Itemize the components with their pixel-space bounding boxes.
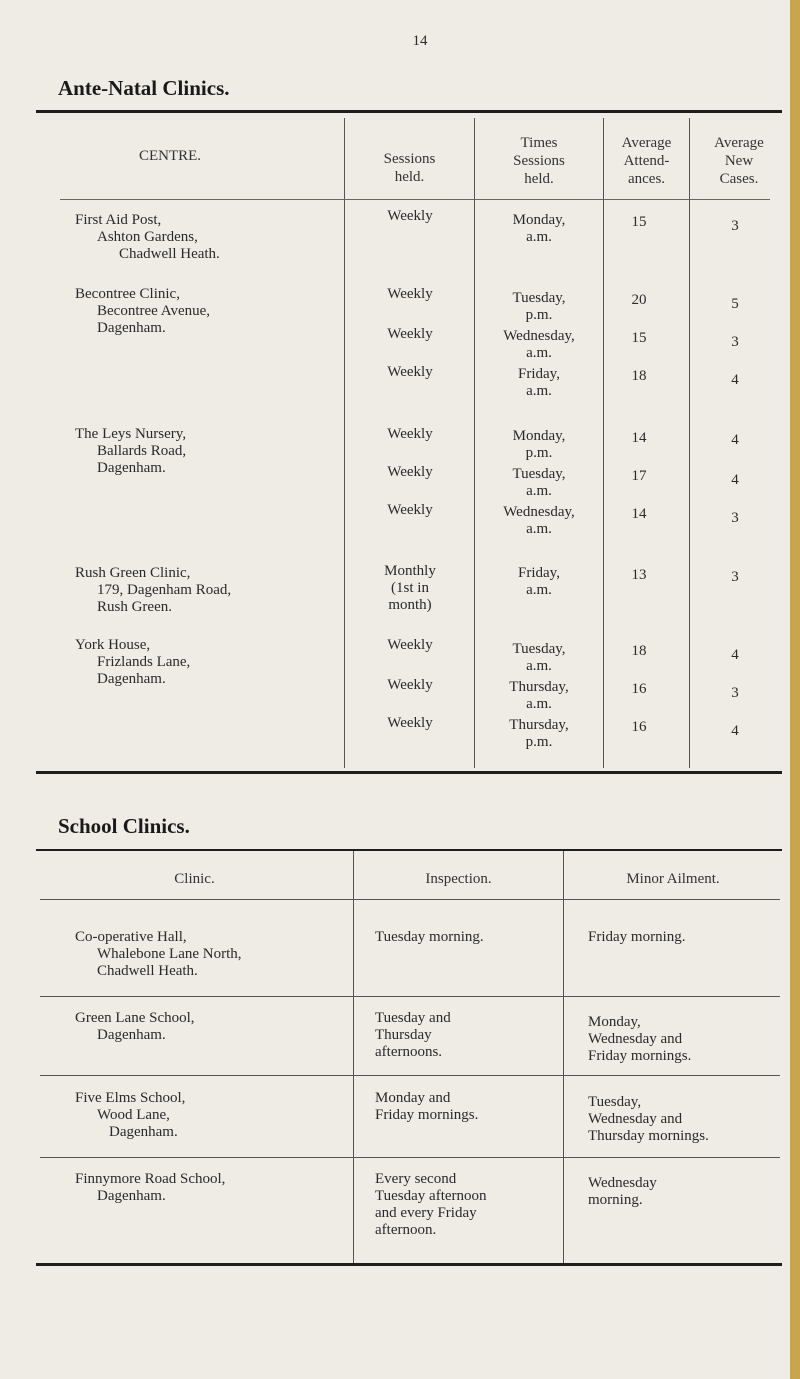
school-row-rule	[40, 996, 780, 997]
header-new-cases: Average New Cases.	[714, 135, 764, 187]
sessions-cell: Weekly	[387, 677, 433, 693]
attendances-cell: 16	[631, 681, 647, 697]
centre-name: First Aid Post, Ashton Gardens, Chadwell Heath.	[75, 212, 220, 262]
sessions-cell: Weekly	[387, 208, 433, 224]
sessions-cell: Weekly	[387, 464, 433, 480]
new-cases-cell: 3	[731, 510, 739, 526]
times-cell: Wednesday, a.m.	[503, 328, 575, 361]
attendances-cell: 18	[631, 643, 647, 659]
attendances-cell: 13	[631, 567, 647, 583]
new-cases-cell: 4	[731, 647, 739, 663]
antenatal-top-rule	[36, 110, 782, 113]
header-clinic: Clinic.	[174, 871, 215, 887]
header-inspection: Inspection.	[425, 871, 492, 887]
attendances-cell: 15	[631, 330, 647, 346]
times-cell: Monday, a.m.	[512, 212, 566, 245]
header-attendances: Average Attend- ances.	[621, 135, 672, 187]
new-cases-cell: 4	[731, 372, 739, 388]
inspection-cell: Tuesday morning.	[375, 929, 484, 945]
new-cases-cell: 3	[731, 569, 739, 585]
school-heading: School Clinics.	[58, 814, 190, 838]
school-col-divider	[353, 851, 354, 1263]
minor-ailment-cell: Friday morning.	[588, 929, 686, 945]
sessions-cell: Weekly	[387, 286, 433, 302]
attendances-cell: 20	[631, 292, 647, 308]
inspection-cell: Every second Tuesday afternoon and every Friday afternoon.	[375, 1171, 487, 1238]
antenatal-col-divider	[474, 118, 475, 768]
sessions-cell: Weekly	[387, 502, 433, 518]
attendances-cell: 16	[631, 719, 647, 735]
sessions-cell: Weekly	[387, 326, 433, 342]
new-cases-cell: 3	[731, 334, 739, 350]
times-cell: Friday, a.m.	[518, 565, 560, 598]
attendances-cell: 18	[631, 368, 647, 384]
header-sessions: Sessions held.	[383, 151, 436, 185]
school-col-divider	[563, 851, 564, 1263]
sessions-cell: Weekly	[387, 364, 433, 380]
antenatal-header-rule	[60, 199, 770, 200]
centre-name: Rush Green Clinic, 179, Dagenham Road, Rush Green.	[75, 565, 232, 615]
attendances-cell: 14	[631, 430, 647, 446]
header-centre: CENTRE.	[138, 148, 202, 164]
times-cell: Tuesday, p.m.	[512, 290, 566, 323]
times-cell: Thursday, a.m.	[509, 679, 569, 712]
new-cases-cell: 5	[731, 296, 739, 312]
new-cases-cell: 3	[731, 685, 739, 701]
inspection-cell: Tuesday and Thursday afternoons.	[375, 1010, 451, 1060]
clinic-name: Five Elms School, Wood Lane, Dagenham.	[75, 1090, 186, 1140]
new-cases-cell: 3	[731, 218, 739, 234]
sessions-cell: Weekly	[387, 715, 433, 731]
page-edge	[790, 0, 800, 1379]
times-cell: Tuesday, a.m.	[512, 466, 566, 499]
times-cell: Wednesday, a.m.	[503, 504, 575, 537]
school-row-rule	[40, 899, 780, 900]
times-cell: Tuesday, a.m.	[512, 641, 566, 674]
centre-name: York House, Frizlands Lane, Dagenham.	[75, 637, 191, 687]
antenatal-col-divider	[344, 118, 345, 768]
header-times: Times Sessions held.	[513, 135, 565, 187]
minor-ailment-cell: Tuesday, Wednesday and Thursday mornings.	[588, 1094, 709, 1144]
school-row-rule	[40, 1157, 780, 1158]
inspection-cell: Monday and Friday mornings.	[375, 1090, 479, 1123]
school-row-rule	[40, 1075, 780, 1076]
times-cell: Thursday, p.m.	[509, 717, 569, 750]
times-cell: Monday, p.m.	[512, 428, 566, 461]
new-cases-cell: 4	[731, 472, 739, 488]
centre-name: The Leys Nursery, Ballards Road, Dagenham.	[75, 426, 187, 476]
clinic-name: Finnymore Road School, Dagenham.	[75, 1171, 226, 1204]
centre-name: Becontree Clinic, Becontree Avenue, Dagenham.	[75, 286, 211, 336]
school-bottom-rule	[36, 1263, 782, 1266]
attendances-cell: 17	[631, 468, 647, 484]
minor-ailment-cell: Monday, Wednesday and Friday mornings.	[588, 1014, 692, 1064]
page-number: 14	[412, 33, 428, 49]
sessions-cell: Weekly	[387, 637, 433, 653]
antenatal-bottom-rule	[36, 771, 782, 774]
minor-ailment-cell: Wednesday morning.	[588, 1175, 657, 1208]
header-minor-ailment: Minor Ailment.	[626, 871, 720, 887]
sessions-cell: Monthly (1st in month)	[384, 563, 436, 613]
sessions-cell: Weekly	[387, 426, 433, 442]
new-cases-cell: 4	[731, 723, 739, 739]
clinic-name: Co-operative Hall, Whalebone Lane North, Chadwell Heath.	[75, 929, 242, 979]
clinic-name: Green Lane School, Dagenham.	[75, 1010, 195, 1043]
attendances-cell: 14	[631, 506, 647, 522]
antenatal-heading: Ante-Natal Clinics.	[58, 76, 230, 100]
times-cell: Friday, a.m.	[518, 366, 560, 399]
school-top-rule	[36, 849, 782, 851]
attendances-cell: 15	[631, 214, 647, 230]
new-cases-cell: 4	[731, 432, 739, 448]
